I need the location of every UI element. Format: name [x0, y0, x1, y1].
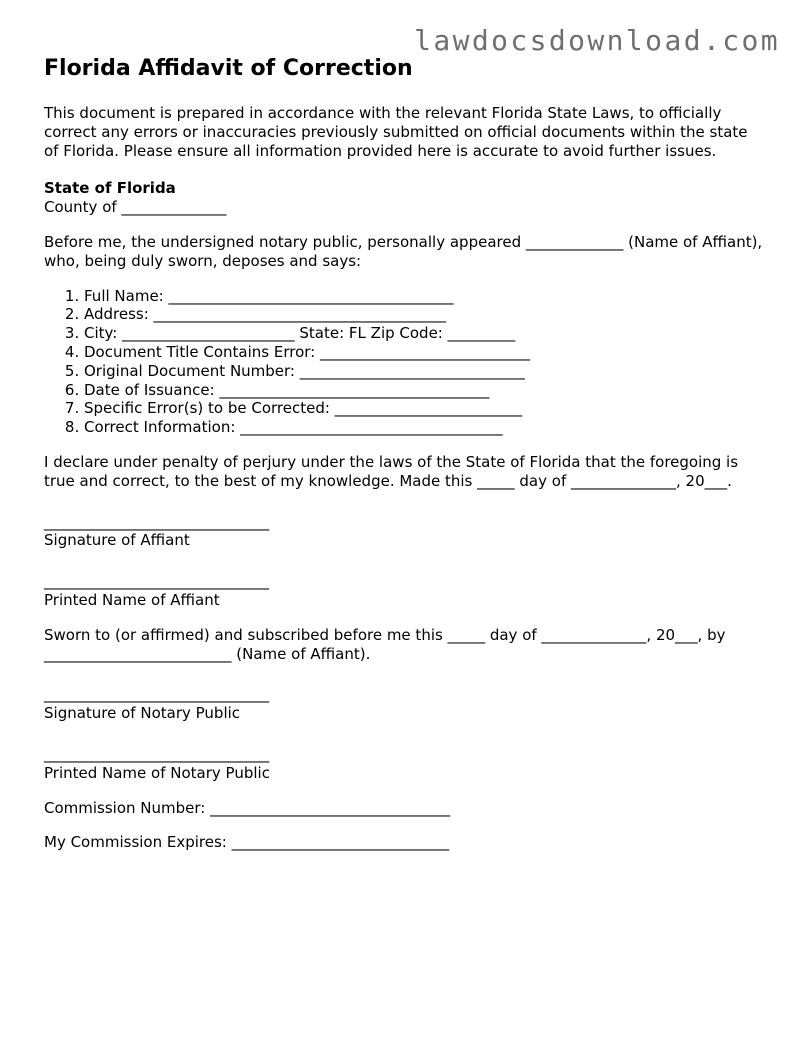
list-item-date-of-issuance: 6. Date of Issuance: ____________________________________	[84, 381, 764, 400]
list-item-correct-information: 8. Correct Information: ___________________________________	[84, 418, 764, 437]
document-title: Florida Affidavit of Correction	[44, 56, 413, 81]
affiant-printed-name-block	[44, 572, 764, 610]
watermark: lawdocsdownload.com	[414, 24, 780, 57]
declaration-paragraph: I declare under penalty of perjury under the laws of the State of Florida that the foregoing is true and correct, to the best of my knowledge. Made this _____ day of ______________, 20___.	[44, 452, 739, 490]
notary-printed-name-block	[44, 745, 764, 783]
document-page	[44, 54, 764, 868]
signature-notary-label: Signature of Notary Public	[44, 704, 241, 723]
list-item-full-name: 1. Full Name: ______________________________________	[84, 287, 764, 306]
sworn-paragraph: Sworn to (or affirmed) and subscribed before me this _____ day of ______________, 20___, by _________________________ (Name of Affiant).	[44, 625, 726, 663]
list-item-address: 2. Address: _______________________________________	[84, 305, 764, 324]
list-item-specific-errors: 7. Specific Error(s) to be Corrected: _________________________	[84, 399, 764, 418]
list-item-original-document-number: 5. Original Document Number: ______________________________	[84, 362, 764, 381]
intro-paragraph: This document is prepared in accordance with the relevant Florida State Laws, to officially correct any errors or inaccuracies previously submitted on official documents within the state of Florida. Please ensure all information provided here is accurate to avoid further issues.	[44, 104, 748, 160]
signature-line: ______________________________	[44, 572, 269, 591]
notary-signature-block	[44, 685, 764, 723]
county-line: County of ______________	[44, 198, 227, 217]
signature-line: ______________________________	[44, 685, 269, 704]
printed-name-notary-label: Printed Name of Notary Public	[44, 763, 270, 782]
commission-expires-line: My Commission Expires: _____________________________	[44, 833, 450, 852]
printed-name-affiant-label: Printed Name of Affiant	[44, 590, 220, 609]
list-item-city-state-zip: 3. City: _______________________ State: FL Zip Code: _________	[84, 324, 764, 343]
state-heading: State of Florida	[44, 179, 176, 198]
signature-line: ______________________________	[44, 744, 269, 763]
commission-number-line: Commission Number: ________________________________	[44, 798, 451, 817]
list-item-document-title: 4. Document Title Contains Error: ____________________________	[84, 343, 764, 362]
affidavit-fields-list	[44, 287, 764, 437]
before-me-paragraph: Before me, the undersigned notary public, personally appeared _____________ (Name of Affiant), who, being duly sworn, deposes and says:	[44, 232, 763, 270]
signature-line: ______________________________	[44, 512, 269, 531]
signature-affiant-label: Signature of Affiant	[44, 531, 190, 550]
affiant-signature-block	[44, 513, 764, 551]
